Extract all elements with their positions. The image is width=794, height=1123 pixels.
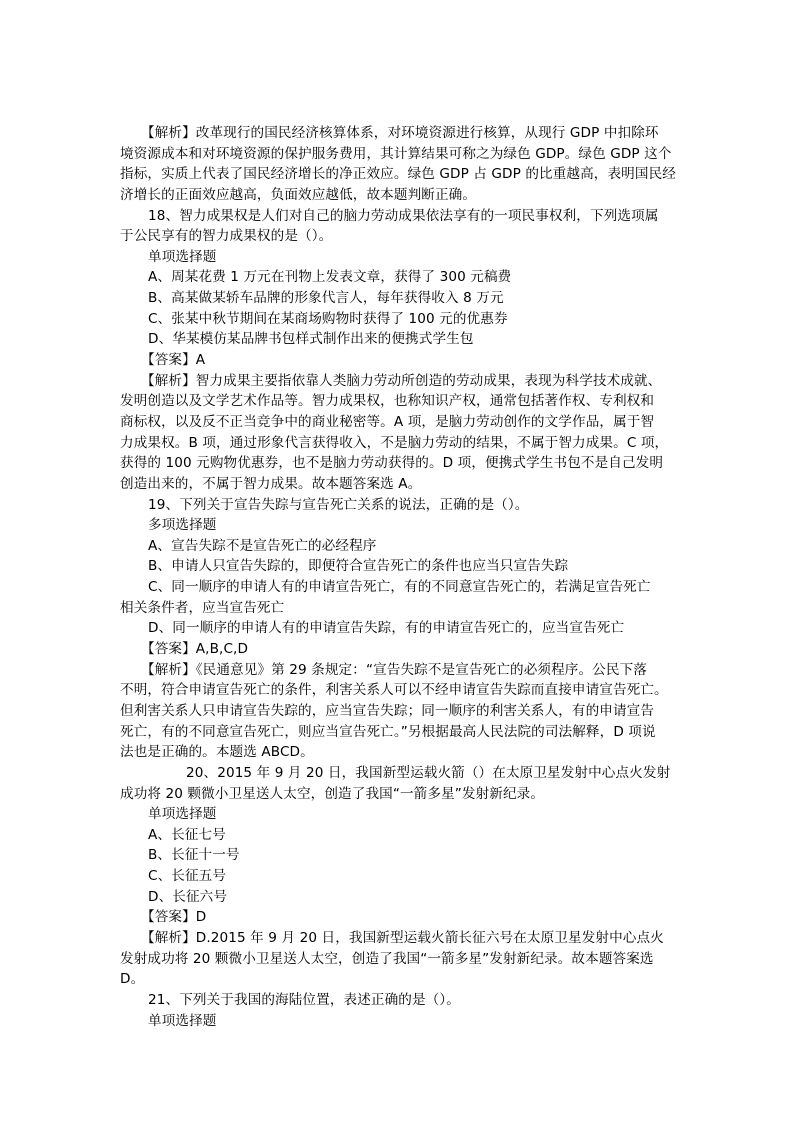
analysis-line: 获得的 100 元购物优惠券，也不是脑力劳动获得的。D 项，便携式学生书包不是自己发明 xyxy=(120,455,664,472)
question-20: 20、2015 年 9 月 20 日，我国新型运载火箭（）在太原卫星发射中心点火发射 xyxy=(186,764,671,781)
question-20-cont: 成功将 20 颗微小卫星送人太空，创造了我国“一箭多星”发射新纪录。 xyxy=(120,785,545,802)
document-page xyxy=(120,123,682,1031)
analysis-line: 商标权，以及反不正当竞争中的商业秘密等。A 项，是脑力劳动创作的文学作品，属于智 xyxy=(120,413,655,430)
analysis-line: 力成果权。B 项，通过形象代言获得收入，不是脑力劳动的结果，不属于智力成果。C 项， xyxy=(120,434,669,451)
answer: 【答案】D xyxy=(141,909,207,926)
analysis-line: 济增长的正面效应越高，负面效应越低，故本题判断正确。 xyxy=(120,186,477,203)
option-a: A、长征七号 xyxy=(148,826,226,843)
option-b: B、高某做某轿车品牌的形象代言人，每年获得收入 8 万元 xyxy=(148,290,504,307)
answer: 【答案】A xyxy=(141,352,206,369)
analysis-line: D。 xyxy=(120,971,145,988)
question-19: 19、下列关于宣告失踪与宣告死亡关系的说法，正确的是（）。 xyxy=(148,496,529,513)
option-c: C、同一顺序的申请人有的申请宣告死亡，有的不同意宣告死亡的，若满足宣告死亡 xyxy=(148,579,651,596)
question-type: 单项选择题 xyxy=(148,806,217,823)
question-21: 21、下列关于我国的海陆位置，表述正确的是（）。 xyxy=(148,991,460,1008)
option-a: A、周某花费 1 万元在刊物上发表文章，获得了 300 元稿费 xyxy=(148,269,512,286)
option-c: C、张某中秋节期间在某商场购物时获得了 100 元的优惠券 xyxy=(148,310,508,327)
option-d: D、长征六号 xyxy=(148,888,228,905)
analysis-line: 不明，符合申请宣告死亡的条件，利害关系人可以不经申请宣告失踪而直接申请宣告死亡。 xyxy=(120,682,668,699)
question-type: 多项选择题 xyxy=(148,517,217,534)
analysis-line: 指标，实质上代表了国民经济增长的净正效应。绿色 GDP 占 GDP 的比重越高，表明国民经 xyxy=(120,166,676,183)
question-type: 单项选择题 xyxy=(148,1012,217,1029)
analysis-line: 发射成功将 20 颗微小卫星送人太空，创造了我国“一箭多星”发射新纪录。故本题答案选 xyxy=(120,950,654,967)
option-b: B、申请人只宣告失踪的，即便符合宣告死亡的条件也应当只宣告失踪 xyxy=(148,558,569,575)
question-18-cont: 于公民享有的智力成果权的是（）。 xyxy=(120,228,333,245)
option-d: D、同一顺序的申请人有的申请宣告失踪，有的申请宣告死亡的，应当宣告死亡 xyxy=(148,620,625,637)
option-c: C、长征五号 xyxy=(148,868,227,885)
option-c-cont: 相关条件者，应当宣告死亡 xyxy=(120,599,285,616)
analysis-line: 【解析】《民通意见》第 29 条规定：“宣告失踪不是宣告死亡的必须程序。公民下落 xyxy=(141,661,647,678)
analysis-line: 【解析】改革现行的国民经济核算体系，对环境资源进行核算，从现行 GDP 中扣除环 xyxy=(141,125,659,141)
analysis-line: 【解析】D.2015 年 9 月 20 日，我国新型运载火箭长征六号在太原卫星发射中心点火 xyxy=(141,929,664,946)
analysis-line: 但利害关系人只申请宣告失踪的，应当宣告失踪；同一顺序的利害关系人，有的申请宣告 xyxy=(120,702,655,719)
answer: 【答案】A,B,C,D xyxy=(141,641,249,658)
analysis-line: 法也是正确的。本题选 ABCD。 xyxy=(120,744,314,761)
question-type: 单项选择题 xyxy=(148,248,217,265)
option-d: D、华某模仿某品牌书包样式制作出来的便携式学生包 xyxy=(148,331,474,348)
option-a: A、宣告失踪不是宣告死亡的必经程序 xyxy=(148,537,377,554)
analysis-line: 创造出来的，不属于智力成果。故本题答案选 A。 xyxy=(120,475,422,492)
option-b: B、长征十一号 xyxy=(148,847,240,864)
analysis-line: 【解析】智力成果主要指依靠人类脑力劳动所创造的劳动成果，表现为科学技术成就、 xyxy=(141,372,662,389)
analysis-line: 境资源成本和对环境资源的保护服务费用，其计算结果可称之为绿色 GDP。绿色 GDP 这个 xyxy=(120,145,672,162)
question-18: 18、智力成果权是人们对自己的脑力劳动成果依法享有的一项民事权利，下列选项属 xyxy=(148,207,659,224)
analysis-line: 发明创造以及文学艺术作品等。智力成果权，也称知识产权，通常包括著作权、专利权和 xyxy=(120,393,655,410)
analysis-line: 死亡，有的不同意宣告死亡，则应当宣告死亡。”另根据最高人民法院的司法解释，D 项说 xyxy=(120,723,656,740)
